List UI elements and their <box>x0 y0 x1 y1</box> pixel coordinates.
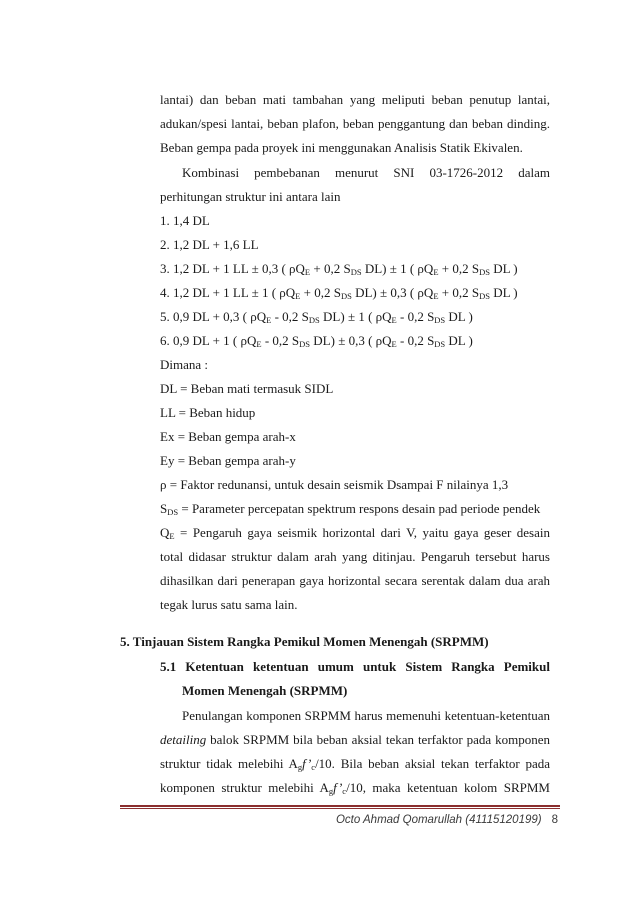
definition-sds: $S_{DS}$ = Parameter percepatan spektrum respons desain pad periode pendek <box>160 501 541 517</box>
load-combination-6: 6. 0,9 DL + 1 ( $\rho Q_E - 0,2$ $S_{DS}$ DL) ± 0,3 ( $\rho Q_E - 0,2$ $S_{DS}$ DL ) <box>160 333 473 349</box>
load-combination-2: 2. 1,2 DL + 1,6 LL <box>160 237 259 252</box>
definitions-heading: Dimana : <box>160 357 209 372</box>
definition-qe: $Q_E$ = Pengaruh gaya seismik horizontal dari V, yaitu gaya geser desain <box>160 525 550 541</box>
definition-ey: Ey = Beban gempa arah-y <box>160 453 296 468</box>
page-number: 8 <box>551 814 558 826</box>
body-line: dihasilkan dari penerapan gaya horizontal secara serentak dalam dua arah <box>160 573 550 588</box>
definition-dl: DL = Beban mati termasuk SIDL <box>160 381 334 396</box>
load-combination-5: 5. 0,9 DL + 0,3 ( $\rho Q_E - 0,2$ $S_{DS}$ DL) ± 1 ( $\rho Q_E - 0,2$ $S_{DS}$ DL ) <box>160 309 473 325</box>
body-line: detailing balok SRPMM bila beban aksial tekan terfaktor pada komponen <box>160 732 550 747</box>
body-line: Beban gempa pada proyek ini menggunakan Analisis Statik Ekivalen. <box>160 140 523 155</box>
definition-ll: LL = Beban hidup <box>160 405 256 420</box>
body-line: Kombinasi pembebanan menurut SNI 03-1726-2012 dalam <box>182 165 550 180</box>
body-line: Penulangan komponen SRPMM harus memenuhi ketentuan-ketentuan <box>182 708 550 723</box>
subsection-heading: Momen Menengah (SRPMM) <box>182 683 348 698</box>
body-line: komponen struktur melebihi $A_gf’_c/10$, maka ketentuan kolom SRPMM <box>160 780 550 796</box>
body-line: lantai) dan beban mati tambahan yang meliputi beban penutup lantai, <box>160 92 550 107</box>
body-line: tegak lurus satu sama lain. <box>160 597 298 612</box>
definition-rho: ρ = Faktor redunansi, untuk desain seismik Dsampai F nilainya 1,3 <box>160 477 509 492</box>
load-combination-3: 3. 1,2 DL + 1 LL ± 0,3 ( $\rho Q_E + 0,2$ $S_{DS}$ DL) ± 1 ( $\rho Q_E + 0,2$ $S_{DS}$ DL ) <box>160 261 518 277</box>
load-combination-4: 4. 1,2 DL + 1 LL ± 1 ( $\rho Q_E + 0,2$ $S_{DS}$ DL) ± 0,3 ( $\rho Q_E + 0,2$ $S_{DS}$ DL ) <box>160 285 518 301</box>
page-footer <box>336 814 558 826</box>
footer-author: Octo Ahmad Qomarullah (41115120199) <box>335 814 542 826</box>
footer-rule <box>120 808 560 809</box>
load-combination-1: 1. 1,4 DL <box>160 213 210 228</box>
definition-ex: Ex = Beban gempa arah-x <box>160 429 296 444</box>
section-heading: 5. Tinjauan Sistem Rangka Pemikul Momen Menengah (SRPMM) <box>120 634 489 649</box>
body-line: total didasar struktur dalam arah yang ditinjau. Pengaruh tersebut harus <box>160 549 550 564</box>
body-line: perhitungan struktur ini antara lain <box>160 189 341 204</box>
subsection-heading: 5.1 Ketentuan ketentuan umum untuk Sistem Rangka Pemikul <box>160 659 550 674</box>
footer-rule <box>120 805 560 807</box>
body-line: adukan/spesi lantai, beban plafon, beban penggantung dan beban dinding. <box>160 116 550 131</box>
body-line: struktur tidak melebihi $A_gf’_c/10$. Bila beban aksial tekan terfaktor pada <box>160 756 550 772</box>
